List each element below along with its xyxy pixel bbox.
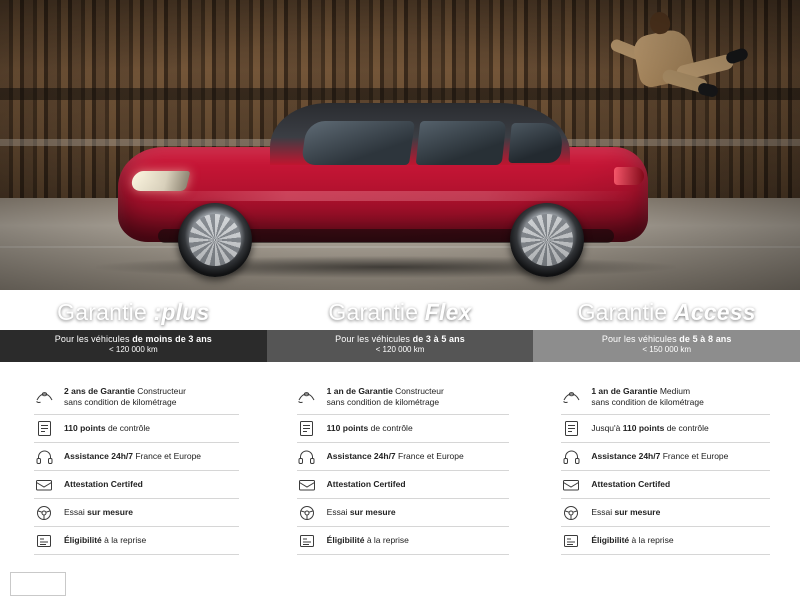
feature-rest: de contrôle xyxy=(107,422,150,433)
feature-text xyxy=(591,386,703,409)
offer-title-plus-text xyxy=(57,299,209,326)
eligibility-band-plus-strong: de moins de 3 ans xyxy=(132,334,212,344)
certificate-icon xyxy=(561,475,581,495)
feature-strong: Éligibilité xyxy=(591,534,632,545)
offer-title-plus xyxy=(0,290,267,328)
eligibility-band-access-line1 xyxy=(533,334,800,345)
list-item xyxy=(561,415,770,443)
feature-strong: Éligibilité xyxy=(64,534,105,545)
offer-title-access xyxy=(533,290,800,328)
feature-strong: 110 points xyxy=(64,422,108,433)
certificate-icon xyxy=(34,475,54,495)
feature-text xyxy=(591,479,670,490)
feature-rest: à la reprise xyxy=(631,534,674,545)
feature-prefix: Essai xyxy=(326,506,350,517)
list-item xyxy=(561,471,770,499)
eligibility-band-plus xyxy=(0,330,267,362)
feature-text xyxy=(327,423,413,434)
offer-title-access-prefix: Garantie xyxy=(577,299,674,325)
feature-strong: 1 an de Garantie xyxy=(591,385,660,396)
hero-image xyxy=(0,0,800,290)
offer-title-access-strong: Access xyxy=(673,299,756,325)
feature-text xyxy=(591,507,660,518)
feature-rest: Constructeur xyxy=(395,385,444,396)
feature-line2: sans condition de kilométrage xyxy=(591,397,704,407)
document-icon xyxy=(34,531,54,551)
feature-rest: à la reprise xyxy=(366,534,409,545)
hero-vignette xyxy=(0,0,800,290)
certificate-icon xyxy=(297,475,317,495)
document-icon xyxy=(561,531,581,551)
feature-text xyxy=(64,423,150,434)
offer-title-flex-strong: Flex xyxy=(424,299,472,325)
feature-text xyxy=(327,507,396,518)
eligibility-band-flex-strong: de 3 à 5 ans xyxy=(412,334,465,344)
list-item xyxy=(297,471,510,499)
list-item xyxy=(561,380,770,415)
feature-strong: 1 an de Garantie xyxy=(326,385,396,396)
checklist-icon xyxy=(297,419,317,439)
eligibility-band-flex xyxy=(267,330,534,362)
feature-column-access xyxy=(533,372,800,562)
list-item xyxy=(34,499,239,527)
feature-rest: de contrôle xyxy=(666,422,709,433)
feature-text xyxy=(327,451,464,462)
feature-text xyxy=(64,386,186,409)
feature-strong: 110 points xyxy=(326,422,371,433)
headset-icon xyxy=(34,447,54,467)
feature-text xyxy=(64,535,146,546)
eligibility-band-plus-line2: < 120 000 km xyxy=(108,344,158,354)
eligibility-band-plus-prefix: Pour les véhicules xyxy=(54,334,133,344)
headset-icon xyxy=(561,447,581,467)
list-item xyxy=(297,415,510,443)
feature-strong: sur mesure xyxy=(349,506,396,517)
feature-line2: sans condition de kilométrage xyxy=(326,397,440,407)
feature-strong: Assistance 24h/7 xyxy=(326,450,399,461)
list-item xyxy=(561,443,770,471)
steering-wheel-icon xyxy=(34,503,54,523)
offer-title-plus-prefix: Garantie xyxy=(57,299,154,325)
headset-icon xyxy=(297,447,317,467)
eligibility-band-flex-line2: < 120 000 km xyxy=(375,344,425,354)
warranty-icon xyxy=(561,387,581,407)
warranty-icon xyxy=(34,387,54,407)
list-item xyxy=(297,443,510,471)
feature-strong: sur mesure xyxy=(87,506,133,517)
feature-text xyxy=(327,386,444,409)
feature-text xyxy=(64,507,133,518)
offer-title-flex-prefix: Garantie xyxy=(328,299,425,325)
checklist-icon xyxy=(34,419,54,439)
feature-strong: Assistance 24h/7 xyxy=(64,450,136,461)
eligibility-band-flex-prefix: Pour les véhicules xyxy=(335,334,413,344)
feature-text xyxy=(591,423,708,434)
list-item xyxy=(561,527,770,555)
feature-strong: 110 points xyxy=(622,422,667,433)
feature-prefix: Jusqu'à xyxy=(591,422,623,433)
feature-text xyxy=(64,479,143,490)
feature-strong: Assistance 24h/7 xyxy=(591,450,663,461)
feature-text xyxy=(591,535,673,546)
feature-text xyxy=(327,479,406,490)
feature-text xyxy=(591,451,728,462)
page-footer xyxy=(0,566,800,600)
feature-rest: France et Europe xyxy=(398,450,464,461)
feature-column-flex xyxy=(267,372,534,562)
list-item xyxy=(34,527,239,555)
steering-wheel-icon xyxy=(297,503,317,523)
eligibility-band-access-prefix: Pour les véhicules xyxy=(601,334,680,344)
feature-line2: sans condition de kilométrage xyxy=(64,397,177,407)
eligibility-band-plus-line1 xyxy=(0,334,267,345)
feature-rest: France et Europe xyxy=(662,450,729,461)
feature-columns xyxy=(0,372,800,562)
feature-strong: Attestation Certifed xyxy=(64,478,143,489)
list-item xyxy=(34,380,239,415)
feature-rest: Medium xyxy=(659,385,691,396)
feature-column-plus xyxy=(0,372,267,562)
offer-titles xyxy=(0,290,800,328)
eligibility-band-access-line2: < 150 000 km xyxy=(642,344,692,354)
feature-strong: Attestation Certifed xyxy=(591,478,671,489)
feature-rest: Constructeur xyxy=(137,385,186,396)
feature-text xyxy=(327,535,409,546)
list-item xyxy=(297,499,510,527)
eligibility-band-flex-line1 xyxy=(267,334,534,345)
list-item xyxy=(297,527,510,555)
document-icon xyxy=(297,531,317,551)
eligibility-band-access-strong: de 5 à 8 ans xyxy=(679,334,732,344)
offer-title-plus-strong: :plus xyxy=(153,299,210,325)
feature-rest: France et Europe xyxy=(135,450,202,461)
eligibility-bands xyxy=(0,330,800,362)
checklist-icon xyxy=(561,419,581,439)
feature-text xyxy=(64,451,201,462)
feature-strong: sur mesure xyxy=(614,506,661,517)
list-item xyxy=(561,499,770,527)
feature-strong: 2 ans de Garantie xyxy=(64,385,138,396)
list-item xyxy=(34,415,239,443)
feature-strong: Attestation Certifed xyxy=(326,478,406,489)
feature-rest: de contrôle xyxy=(370,422,413,433)
eligibility-band-access xyxy=(533,330,800,362)
warranty-icon xyxy=(297,387,317,407)
offer-title-flex-text xyxy=(328,299,471,326)
steering-wheel-icon xyxy=(561,503,581,523)
feature-prefix: Essai xyxy=(591,506,615,517)
feature-prefix: Essai xyxy=(64,506,88,517)
feature-rest: à la reprise xyxy=(104,534,147,545)
feature-strong: Éligibilité xyxy=(326,534,367,545)
list-item xyxy=(34,471,239,499)
footer-placeholder-box xyxy=(10,572,66,596)
offer-title-access-text xyxy=(578,299,756,326)
offer-title-flex xyxy=(267,290,534,328)
list-item xyxy=(34,443,239,471)
list-item xyxy=(297,380,510,415)
